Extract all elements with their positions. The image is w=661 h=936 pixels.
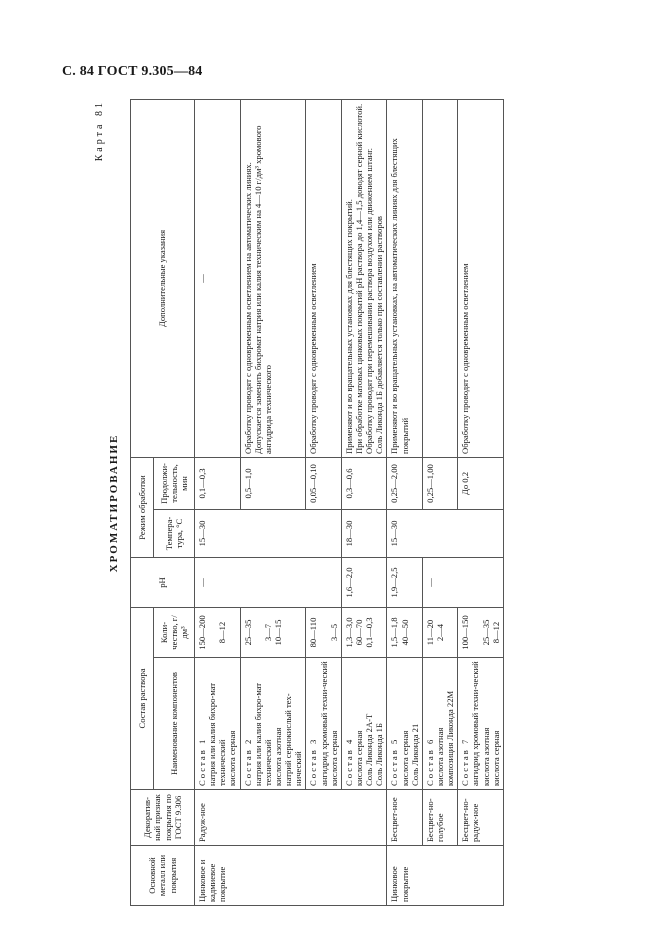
cell-quantities: 1,3—3,0 60—70 0,1—0,3 [341,608,387,658]
cell-decor: Бесцвет-ное [387,790,422,846]
cell-decor: Бесцвет-но-радуж-ное [458,790,504,846]
components-list: натрия или калия бихро-мат технический кислота азотная натрий сернокислый тех-нический [252,682,304,786]
cell-duration: 0,25—1,00 [422,457,457,509]
header-duration: Продолжи-тельность, мин [154,457,195,509]
components-list: кислота серная Соль Ликонда 2А-Т Соль Ликонда 1Б [353,713,385,786]
cell-ph: — [195,558,342,608]
header-component-name: Наименование компонентов [154,658,195,790]
cell-components [341,658,387,790]
rotated-content [96,100,562,906]
page-header: С. 84 ГОСТ 9.305—84 [62,64,203,79]
cell-temperature: 15—30 [387,510,503,558]
card-label: Карта 81 [94,100,105,162]
cell-duration: 0,05—0,10 [306,457,341,509]
cell-base-metal: Цинковое покрытие [387,846,503,906]
cell-quantities: 11—20 2—4 [422,608,457,658]
cell-decor: Радуж-ное [195,790,387,846]
composition-label: Состав 2 [242,737,253,786]
cell-components [387,658,422,790]
cell-duration: 0,3—0,6 [341,457,387,509]
cell-duration: 0,25—2,00 [387,457,422,509]
table-row [306,99,341,905]
cell-notes: — [195,99,241,457]
cell-duration: 0,5—1,0 [240,457,306,509]
header-ph: рН [131,558,195,608]
table-row [458,99,504,905]
cell-quantities: 80—110 3—5 [306,608,341,658]
header-quantity: Коли-чество, г/дм³ [154,608,195,658]
table-row [240,99,306,905]
cell-temperature: 15—30 [195,510,342,558]
composition-label: Состав 1 [197,737,207,786]
cell-notes: Обработку проводят с одновременным осветлением на автоматических линиях. Допускается заменить бихромат натрия или калия техническим на 4—10 г/дм³ хромового ангидрида технического [240,99,306,457]
cell-notes: Обработку проводят с одновременным осветлением [458,99,504,457]
composition-label: Состав 3 [308,737,319,786]
cell-ph: 1,9—2,5 [387,558,422,608]
cell-ph: — [422,558,503,608]
cell-decor: Бесцвет-но-голубое [422,790,457,846]
rotated-page-area [96,100,562,906]
cell-components [195,658,241,790]
components-list: натрия или калия бихро-мат технический кислота серная [207,682,238,786]
table-row [387,99,422,905]
cell-temperature: 18—30 [341,510,387,558]
components-list: ангидрид хромовый техни-ческий кислота азотная кислота серная [470,661,501,786]
cell-notes: Обработку проводят с одновременным осветлением [306,99,341,457]
cell-notes: Применяют и во вращательных установках для блестящих покрытий. При обработке матовых цинковых покрытий рН раствора до 1,4—1,5 доводят серной кислотой. Обработку проводят при перемешивании раствора воздухом или движением штанг. Соль Ликонда 1Б добавляется только при составлении растворов [341,99,387,457]
cell-quantities: 100—150 25—35 8—12 [458,608,504,658]
cell-quantities: 1,5—1,8 40—50 [387,608,422,658]
cell-notes [422,99,457,457]
cell-components [240,658,306,790]
components-list: ангидрид хромовый техни-ческий кислота серная [318,661,339,786]
cell-components [306,658,341,790]
cell-components [422,658,457,790]
composition-label: Состав 4 [343,737,354,786]
cell-duration: 0,1—0,3 [195,457,241,509]
cell-duration: До 0,2 [458,457,504,509]
header-temperature: Темпера-тура, °С [154,510,195,558]
header-solution-group: Состав раствора [131,608,154,790]
composition-label: Состав 5 [389,737,400,786]
header-mode-group: Режим обработки [131,457,154,557]
cell-base-metal: Цинковое и кадмиевое покрытие [195,846,387,906]
cell-quantities: 25—35 3—7 10—15 [240,608,306,658]
section-title: ХРОМАТИРОВАНИЕ [108,433,120,573]
table-row [195,99,241,905]
table-header-row-1 [131,99,154,905]
cell-notes: Применяют и во вращательных установках, на автоматических линиях для блестящих покрытий [387,99,422,457]
cell-quantities: 150—200 8—12 [195,608,241,658]
components-list: кислота серная Соль Ликонда 21 [399,723,420,786]
composition-label: Состав 6 [424,737,435,786]
cell-ph: 1,6—2,0 [341,558,387,608]
header-base-metal: Основной металл или покрытия [131,846,195,906]
table-row [341,99,387,905]
composition-label: Состав 7 [460,737,471,786]
header-decor: Декоратив-ный признак покрытия по ГОСТ 9.306 [131,790,195,846]
table-row [422,99,457,905]
chromating-table [130,99,504,906]
header-notes: Дополнительные указания [131,99,195,457]
components-list: кислота азотная композиция Ликонда 22М [434,690,456,786]
cell-components [458,658,504,790]
